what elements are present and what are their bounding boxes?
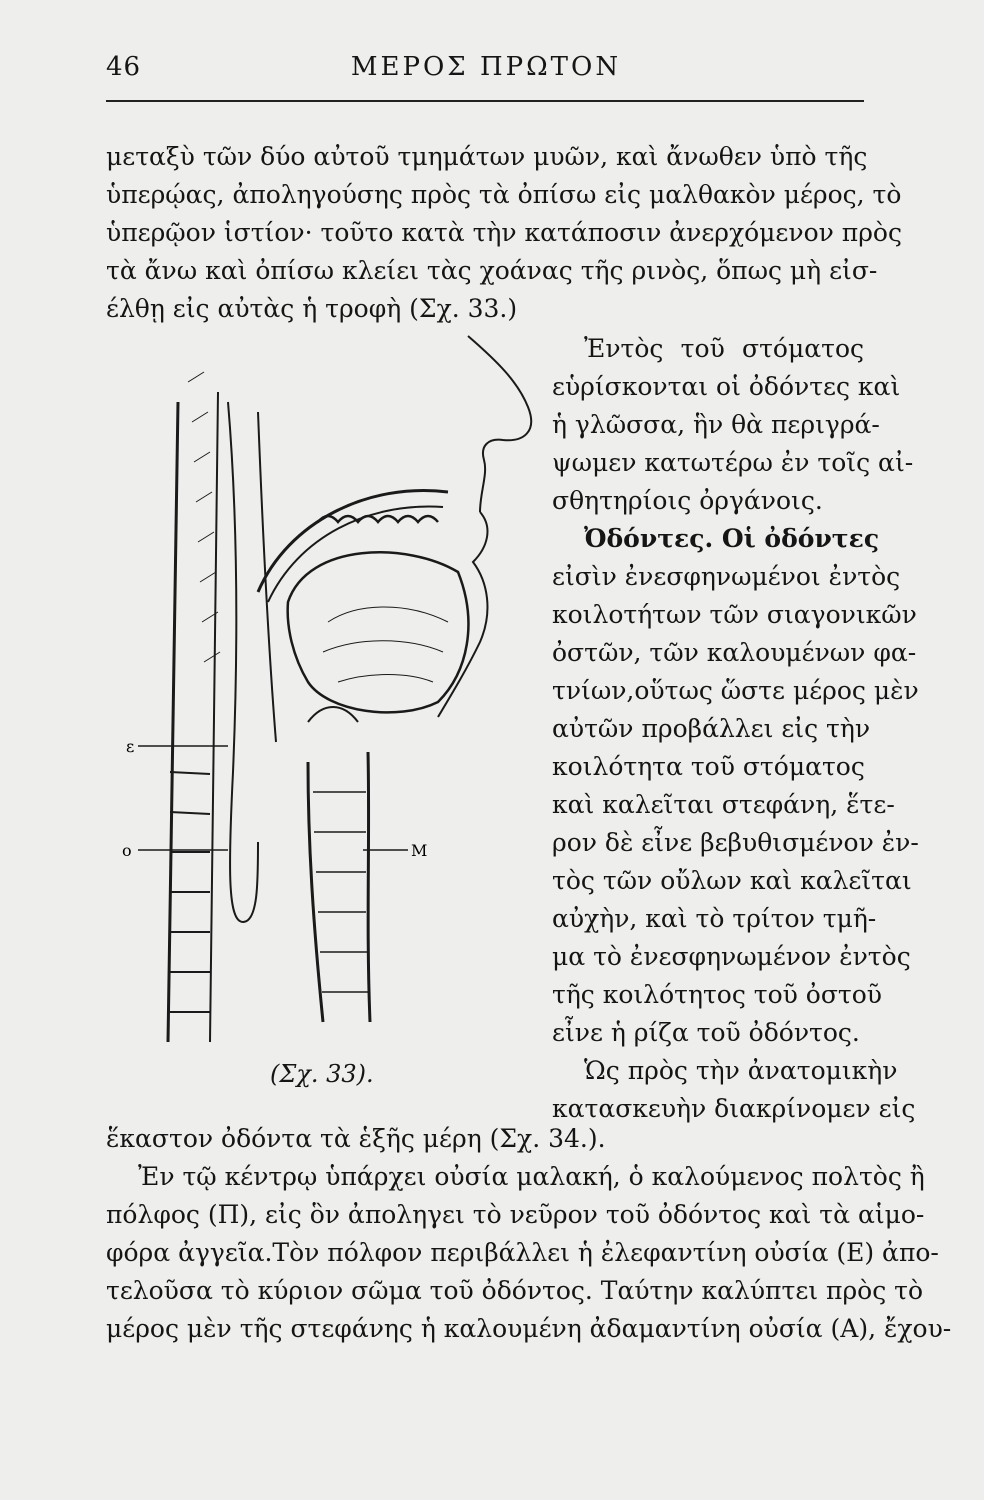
text-line: έλθῃ εἰς αὐτὰς ἡ τροφὴ (Σχ. 33.)	[106, 294, 518, 323]
text-line: τὸς τῶν οὔλων καὶ καλεῖται	[552, 866, 912, 895]
text-line: αὐχὴν, καὶ τὸ τρίτον τμῆ-	[552, 904, 877, 933]
page-header	[106, 52, 866, 92]
text-line: ἡ γλῶσσα, ἣν θὰ περιγρά-	[552, 410, 880, 439]
anatomy-figure	[108, 322, 548, 1042]
text-line: εἰσὶν ἐνεσφηνωμένοι ἐντὸς	[552, 562, 901, 591]
section-heading-line: Ὀδόντες. Οἱ ὀδόντες	[584, 524, 880, 553]
text-line: εἶνε ἡ ρίζα τοῦ ὀδόντος.	[552, 1018, 860, 1047]
text-line: καὶ καλεῖται στεφάνη, ἕτε-	[552, 790, 895, 819]
running-head: ΜΕΡΟΣ ΠΡΩΤΟΝ	[350, 52, 622, 82]
text-line: εὑρίσκονται οἱ ὀδόντες καὶ	[552, 372, 901, 401]
text-line: κατασκευὴν διακρίνομεν εἰς	[552, 1094, 916, 1123]
figure-label-o: ο	[122, 841, 132, 860]
text-line: τελοῦσα τὸ κύριον σῶμα τοῦ ὀδόντος. Ταύτην καλύπτει πρὸς τὸ	[106, 1276, 924, 1305]
figure-label-e: ε	[126, 737, 135, 756]
text-line: ὀστῶν, τῶν καλουμένων φα-	[552, 638, 917, 667]
text-line: πόλφος (Π), εἰς ὃν ἀποληγει τὸ νεῦρον τοῦ ὀδόντος καὶ τὰ αἱμο-	[106, 1200, 925, 1229]
text-line: ρον δὲ εἶνε βεβυθισμένον ἐν-	[552, 828, 919, 857]
text-line: Ἐντὸς τοῦ στόματος	[584, 334, 864, 363]
text-line: ὑπερῷον ἱστίον· τοῦτο κατὰ τὴν κατάποσιν ἀνερχόμενον πρὸς	[106, 218, 902, 247]
text-line: Ἐν τῷ κέντρῳ ὑπάρχει οὐσία μαλακή, ὁ καλούμενος πολτὸς ἢ	[138, 1162, 925, 1191]
header-rule	[106, 100, 864, 102]
text-line: ψωμεν κατωτέρω ἐν τοῖς αἰ-	[552, 448, 914, 477]
text-line: φόρα ἀγγεῖα.Τὸν πόλφον περιβάλλει ἡ ἐλεφαντίνη οὐσία (Ε) ἀπο-	[106, 1238, 939, 1267]
text-line: μεταξὺ τῶν δύο αὐτοῦ τμημάτων μυῶν, καὶ ἄνωθεν ὑπὸ τῆς	[106, 142, 868, 171]
text-line: αὐτῶν προβάλλει εἰς τὴν	[552, 714, 871, 743]
text-line: σθητηρίοις ὀργάνοις.	[552, 486, 823, 515]
figure-label-m: Μ	[411, 841, 428, 860]
text-line: τὰ ἄνω καὶ ὀπίσω κλείει τὰς χοάνας τῆς ρινὸς, ὅπως μὴ εἰσ-	[106, 256, 878, 285]
figure-caption: (Σχ. 33).	[270, 1060, 374, 1088]
text-line: κοιλότητα τοῦ στόματος	[552, 752, 865, 781]
text-line: μα τὸ ἐνεσφηνωμένον ἐντὸς	[552, 942, 911, 971]
text-line: ὑπερῴας, ἀποληγούσης πρὸς τὰ ὀπίσω εἰς μαλθακὸν μέρος, τὸ	[106, 180, 902, 209]
text-line: τνίων,οὕτως ὥστε μέρος μὲν	[552, 676, 919, 705]
text-line: κοιλοτήτων τῶν σιαγονικῶν	[552, 600, 917, 629]
text-line: τῆς κοιλότητος τοῦ ὀστοῦ	[552, 980, 882, 1009]
page-number: 46	[106, 52, 142, 82]
text-line: Ὡς πρὸς τὴν ἀνατομικὴν	[584, 1056, 898, 1085]
text-line: ἕκαστον ὀδόντα τὰ ἑξῆς μέρη (Σχ. 34.).	[106, 1124, 606, 1153]
text-line: μέρος μὲν τῆς στεφάνης ἡ καλουμένη ἀδαμαντίνη οὐσία (Α), ἔχου-	[106, 1314, 952, 1343]
